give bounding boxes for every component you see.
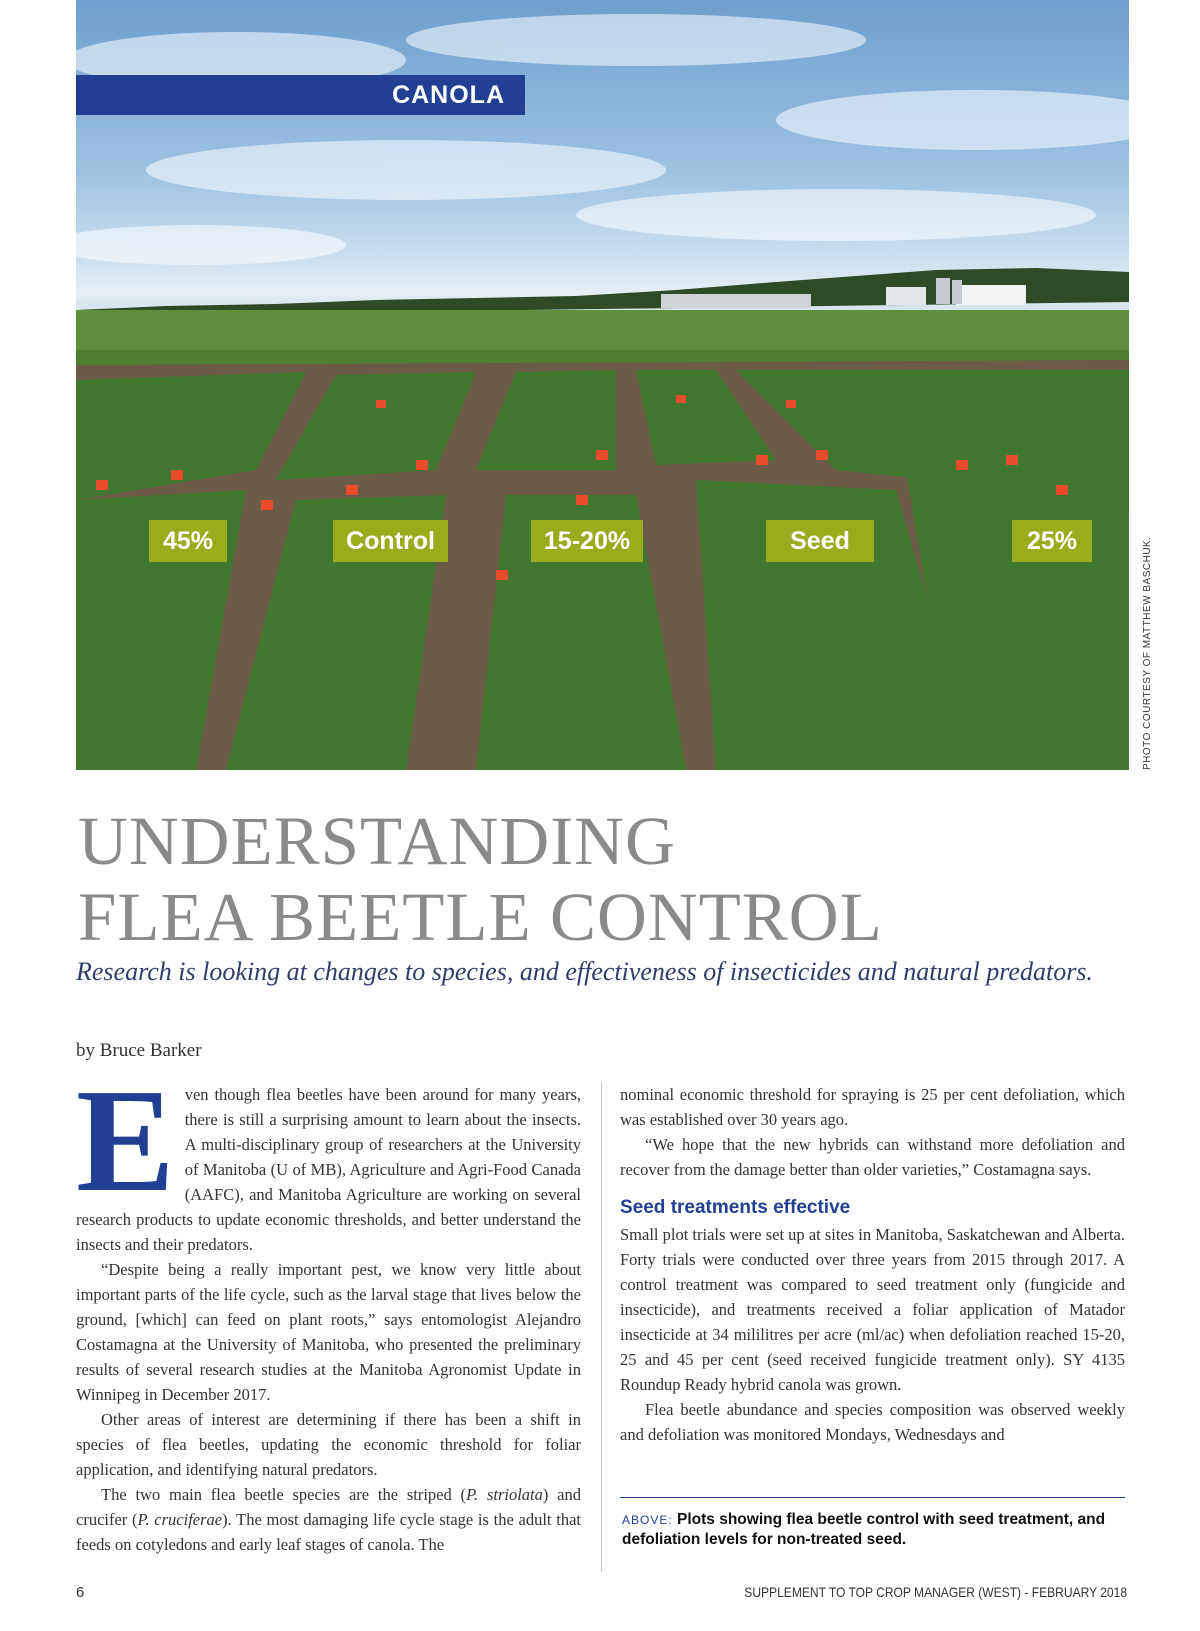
deck: Research is looking at changes to species, and effectiveness of insecticides and natural predators. <box>76 957 1093 986</box>
headline-line-2: FLEA BEETLE CONTROL <box>78 879 883 955</box>
headline <box>78 803 883 955</box>
species-striped: P. striolata <box>466 1485 543 1504</box>
paragraph-6: “We hope that the new hybrids can withstand more defoliation and recover from the damage better than older varieties,” Costamagna says. <box>620 1135 1125 1179</box>
paragraph-4-part-b: ) and crucifer ( <box>76 1485 581 1529</box>
paragraph-5: nominal economic threshold for spraying is 25 per cent defoliation, which was established over 30 years ago. <box>620 1085 1125 1129</box>
plot-label-seed: Seed <box>766 520 874 562</box>
caption-text: Plots showing flea beetle control with seed treatment, and defoliation levels for non-treated seed. <box>622 1511 1106 1548</box>
column-divider <box>601 1082 602 1572</box>
field-photo-illustration <box>76 0 1129 770</box>
paragraph-1 <box>76 1059 581 1257</box>
body-column-right <box>620 1082 1125 1447</box>
category-banner <box>76 75 525 115</box>
plot-label-45: 45% <box>149 520 227 562</box>
hero-photo <box>76 0 1129 770</box>
page-number: 6 <box>76 1584 85 1601</box>
paragraph-2: “Despite being a really important pest, we know very little about important parts of the life cycle, such as the larval stage that lives below the ground, [which] can feed on plant roots,” says entomologist Alejandro Costamagna at the University of Manitoba, who presented the preliminary results of several research studies at the Manitoba Agronomist Update in Winnipeg in December 2017. <box>76 1260 581 1404</box>
plot-label-control: Control <box>333 520 448 562</box>
paragraph-4 <box>76 1482 581 1557</box>
byline: by Bruce Barker <box>76 1040 202 1061</box>
body-column-left <box>76 1059 581 1557</box>
caption-lead: ABOVE: <box>622 1513 673 1527</box>
paragraph-4-part-a: The two main flea beetle species are the striped ( <box>101 1485 467 1504</box>
species-crucifer: P. cruciferae <box>137 1510 223 1529</box>
paragraph-4-part-c: ). The most damaging life cycle stage is the adult that feeds on cotyledons and early leaf stages of canola. The <box>76 1510 581 1554</box>
paragraph-7: Small plot trials were set up at sites in Manitoba, Saskatchewan and Alberta. Forty trials were conducted over three years from 2015 through 2017. A control treatment was compared to seed treatment only (fungicide and insecticide), and treatments received a foliar application of Matador insecticide at 34 mililitres per acre (ml/ac) when defoliation reached 15-20, 25 and 45 per cent (seed received fungicide treatment only). SY 4135 Roundup Ready hybrid canola was grown. <box>620 1225 1125 1394</box>
photo-credit: PHOTO COURTESY OF MATTHEW BASCHUK. <box>1142 536 1153 770</box>
drop-cap: E <box>76 1059 175 1223</box>
paragraph-3: Other areas of interest are determining if there has been a shift in species of flea beetles, updating the economic threshold for foliar application, and identifying natural predators. <box>76 1410 581 1479</box>
photo-caption <box>622 1510 1127 1550</box>
headline-line-1: UNDERSTANDING <box>78 803 676 879</box>
paragraph-8: Flea beetle abundance and species composition was observed weekly and defoliation was monitored Mondays, Wednesdays and <box>620 1400 1125 1444</box>
subhead-seed-treatments: Seed treatments effective <box>620 1197 851 1218</box>
category-label: CANOLA <box>392 81 505 109</box>
plot-label-25: 25% <box>1012 520 1092 562</box>
paragraph-1-text: ven though flea beetles have been around for many years, there is still a surprising amount to learn about the insects. A multi-disciplinary group of researchers at the University of Manitoba (U of MB), Agriculture and Agri-Food Canada (AAFC), and Manitoba Agriculture are working on several research products to update economic thresholds, and better understand the insects and their predators. <box>76 1085 581 1254</box>
publication-footer: SUPPLEMENT TO TOP CROP MANAGER (WEST) - FEBRUARY 2018 <box>744 1584 1127 1600</box>
caption-rule <box>620 1497 1125 1498</box>
plot-label-15-20: 15-20% <box>531 520 643 562</box>
